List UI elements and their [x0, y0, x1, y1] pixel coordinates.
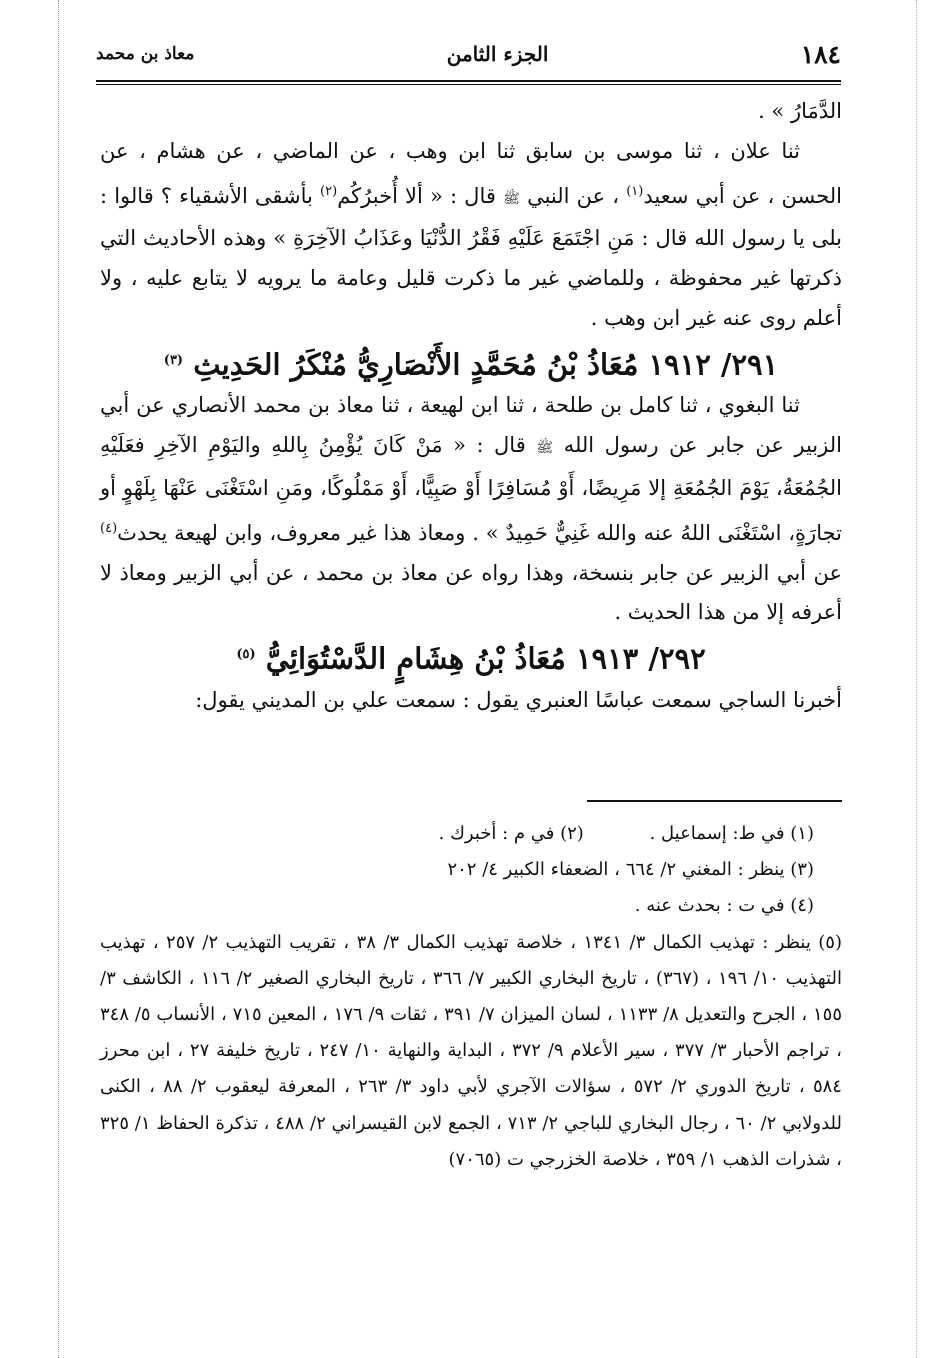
honorific-glyph: ﷺ [503, 190, 520, 207]
text-run: ، عن النبي [527, 183, 620, 208]
entry-heading-text: ٢٩٢/ ١٩١٣ مُعَاذُ بْنُ هِشَامٍ الدَّسْتُوَائِيُّ [265, 641, 706, 676]
footnote-ref-3[interactable]: (٣) [163, 352, 184, 368]
paragraph-narration: أخبرنا الساجي سمعت عباسًا العنبري يقول : سمعت علي بن المديني يقول: [195, 687, 842, 712]
page-header [96, 34, 841, 74]
main-text [100, 92, 842, 721]
footnote-5: (٥) ينظر : تهذيب الكمال ٣/ ١٣٤١ ، خلاصة تهذيب الكمال ٣/ ٣٨ ، تقريب التهذيب ٢/ ٢٥٧ ، تهذيب التهذيب ١٠/ ١٩٦ ، (٣٦٧) ، تاريخ البخاري الكبير ٧/ ٣٦٦ ، تاريخ البخاري الصغير ٢/ ١١٦ ، الكاشف ٣/ ١٥٥ ، الجرح والتعديل ٨/ ١١٣٣ ، لسان الميزان ٧/ ٣٩١ ، ثقات ٩/ ١٧٦ ، المعين ٧١٥ ، الأنساب ٥/ ٣٤٨ ، تراجم الأحبار ٣/ ٣٧٧ ، سير الأعلام ٩/ ٣٧٢ ، البداية والنهاية ١٠/ ٢٤٧ ، تاريخ خليفة ٢٧ ، ابن محرز ٥٨٤ ، تاريخ الدوري ٢/ ٥٧٢ ، سؤالات الآجري لأبي داود ٣/ ٢٦٣ ، المعرفة ليعقوب ٢/ ٨٨ ، الكنى للدولابي ٢/ ٦٠ ، رجال البخاري للباجي ٢/ ٧١٣ ، الجمع لابن القيسراني ٢/ ٤٨٨ ، تذكرة الحفاظ ١/ ٣٢٥ ، شذرات الذهب ١/ ٣٥٩ ، خلاصة الخزرجي ت (٧٠٦٥) [100, 931, 843, 1170]
honorific-glyph: ﷺ [536, 440, 554, 457]
entry-heading-text: ٢٩١/ ١٩١٢ مُعَاذُ بْنُ مُحَمَّدٍ الأَنْصَارِيُّ مُنْكَرُ الحَدِيثِ [193, 347, 779, 382]
header-rule [96, 80, 841, 85]
footnote-separator [587, 800, 842, 802]
entry-heading-291 [100, 339, 842, 387]
scan-dotted-edge-right [916, 0, 917, 1358]
continued-line: الدَّمَارُ » . [758, 99, 842, 123]
footnote-1: (١) في ط: إسماعيل . [649, 823, 814, 844]
footnote-ref-2[interactable]: (٢) [320, 183, 338, 199]
text-run: ثنا البغوي ، ثنا كامل بن طلحة ، ثنا ابن لهيعة ، ثنا معاذ بن محمد الأنصاري عن أبي الزبير عن جابر عن رسول الله [100, 393, 842, 458]
paragraph-hadith-2 [100, 386, 842, 633]
footnote-ref-1[interactable]: (١) [626, 183, 644, 199]
entry-heading-292 [100, 633, 842, 681]
running-title: معاذ بن محمد [96, 44, 195, 64]
text-run: قال : « مَنْ كَانَ يُؤْمِنُ بِاللهِ واليَوْمِ الآخِرِ فعَلَيْهِ الجُمُعَةُ، يَوْمَ الجُمُعَةِ إلا مَرِيضًا، أَوْ مُسَافِرًا أَوْ صَبِيًّا، أَوْ مَمْلُوكًا، ومَنِ اسْتَغْنَى عَنْهَا بِلَهْوٍ أو تجارَةٍ، اسْتَغْنَى اللهُ عنه والله غَنِيٌّ حَمِيدٌ » . ومعاذ هذا غير معروف، وابن لهيعة يحدث [100, 433, 842, 545]
part-title: الجزء الثامن [446, 42, 549, 66]
footnote-row-1-2 [100, 816, 842, 852]
text-run: عن أبي الزبير عن جابر بنسخة، وهذا رواه عن معاذ بن محمد ، عن أبي الزبير ومعاذ لا أعرفه إلا من هذا الحديث . [100, 560, 842, 625]
text-run: بأشقى الأشقياء ؟ قالوا : بلى يا رسول الله قال : مَنِ اجْتَمَعَ عَلَيْهِ فَقْرُ الدُّنْيَا وعَذَابُ الآخِرَةِ » وهذه الأحاديث التي ذكرتها غير محفوظة ، وللماضي غير ما ذكرت قليل وعامة ما يرويه لا يتابع عليه ، ولا أعلم روى عنه غير ابن وهب . [100, 183, 842, 330]
footnote-ref-4[interactable]: (٤) [100, 520, 118, 536]
text-run: قال : « ألا أُخبرُكُم [337, 183, 496, 208]
scan-dotted-edge-left [58, 0, 59, 1358]
paragraph-hadith-1 [100, 132, 842, 339]
page-number: ١٨٤ [800, 39, 841, 69]
text-run: ثنا علان ، ثنا موسى بن سابق ثنا ابن وهب ، عن الماضي ، عن هشام ، عن الحسن ، عن أبي سعيد [100, 138, 842, 208]
footnote-4: (٤) في ت : بحدث عنه . [634, 895, 814, 917]
footnote-3: (٣) ينظر : المغني ٢/ ٦٦٤ ، الضعفاء الكبير ٤/ ٢٠٢ [447, 859, 814, 881]
footnote-ref-5[interactable]: (٥) [236, 647, 256, 663]
footnote-2: (٢) في م : أخبرك . [438, 823, 584, 844]
footnotes [100, 816, 842, 1178]
